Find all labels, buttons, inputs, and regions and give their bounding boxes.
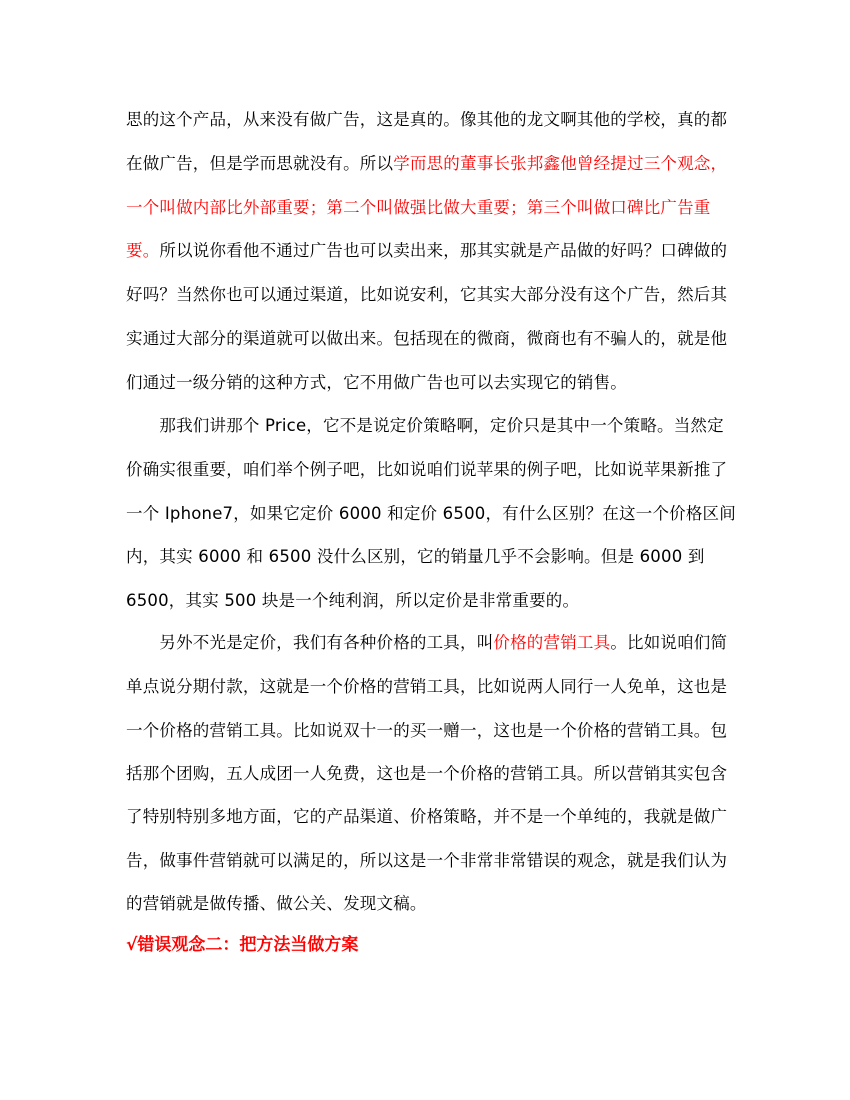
section-heading: √错误观念二：把方法当做方案 bbox=[126, 935, 359, 955]
text-run: 内，其实 6000 和 6500 没什么区别，它的销量几乎不会影响。但是 6000 到 bbox=[126, 547, 705, 566]
text-run: 那我们讲那个 Price，它不是说定价策略啊，定价只是其中一个策略。当然定 bbox=[126, 416, 724, 435]
highlighted-text-run: 要。 bbox=[126, 241, 160, 260]
text-line bbox=[126, 153, 726, 175]
text-line bbox=[126, 893, 726, 915]
text-run: 告，做事件营销就可以满足的，所以这是一个非常非常错误的观念，就是我们认为 bbox=[126, 851, 728, 870]
text-line bbox=[126, 328, 726, 350]
text-line bbox=[126, 240, 726, 262]
text-run: 价确实很重要，咱们举个例子吧，比如说咱们说苹果的例子吧，比如说苹果新推了 bbox=[126, 460, 728, 479]
text-line bbox=[126, 459, 726, 481]
text-run: 。比如说咱们简 bbox=[610, 633, 728, 652]
highlighted-text-run: 一个叫做内部比外部重要；第二个叫做强比做大重要；第三个叫做口碑比广告重 bbox=[126, 198, 711, 217]
text-run: 6500，其实 500 块是一个纯利润，所以定价是非常重要的。 bbox=[126, 591, 580, 610]
text-line bbox=[126, 284, 726, 306]
text-run: 了特别特别多地方面，它的产品渠道、价格策略，并不是一个单纯的，我就是做广 bbox=[126, 807, 728, 826]
text-run: 另外不光是定价，我们有各种价格的工具，叫 bbox=[126, 633, 494, 652]
text-line bbox=[126, 806, 726, 828]
text-line bbox=[126, 546, 726, 568]
text-run: 好吗？当然你也可以通过渠道，比如说安利，它其实大部分没有这个广告，然后其 bbox=[126, 285, 728, 304]
highlighted-text-run: 价格的营销工具 bbox=[493, 633, 611, 652]
text-run: 所以说你看他不通过广告也可以卖出来，那其实就是产品做的好吗？口碑做的 bbox=[159, 241, 728, 260]
text-run: 一个价格的营销工具。比如说双十一的买一赠一，这也是一个价格的营销工具。包 bbox=[126, 721, 728, 740]
text-line bbox=[126, 720, 726, 742]
highlighted-text-run: 学而思的董事长张邦鑫他曾经提过三个观念， bbox=[393, 154, 728, 173]
text-line bbox=[126, 109, 726, 131]
text-line bbox=[126, 676, 726, 698]
text-run: 实通过大部分的渠道就可以做出来。包括现在的微商，微商也有不骗人的，就是他 bbox=[126, 329, 728, 348]
text-line bbox=[126, 850, 726, 872]
text-line bbox=[126, 632, 726, 654]
text-run: 思的这个产品，从来没有做广告，这是真的。像其他的龙文啊其他的学校，真的都 bbox=[126, 110, 728, 129]
text-line bbox=[126, 503, 736, 525]
text-line bbox=[126, 590, 726, 612]
text-run: 单点说分期付款，这就是一个价格的营销工具，比如说两人同行一人免单，这也是 bbox=[126, 677, 728, 696]
text-run: 一个 Iphone7，如果它定价 6000 和定价 6500，有什么区别？在这一个价格区间 bbox=[126, 504, 736, 523]
text-run: 括那个团购，五人成团一人免费，这也是一个价格的营销工具。所以营销其实包含 bbox=[126, 764, 728, 783]
text-line bbox=[126, 763, 726, 785]
text-line bbox=[126, 415, 726, 437]
text-line bbox=[126, 197, 726, 219]
text-line bbox=[126, 372, 726, 394]
text-run: 们通过一级分销的这种方式，它不用做广告也可以去实现它的销售。 bbox=[126, 373, 627, 392]
text-run: 在做广告，但是学而思就没有。所以 bbox=[126, 154, 394, 173]
text-run: 的营销就是做传播、做公关、发现文稿。 bbox=[126, 894, 427, 913]
